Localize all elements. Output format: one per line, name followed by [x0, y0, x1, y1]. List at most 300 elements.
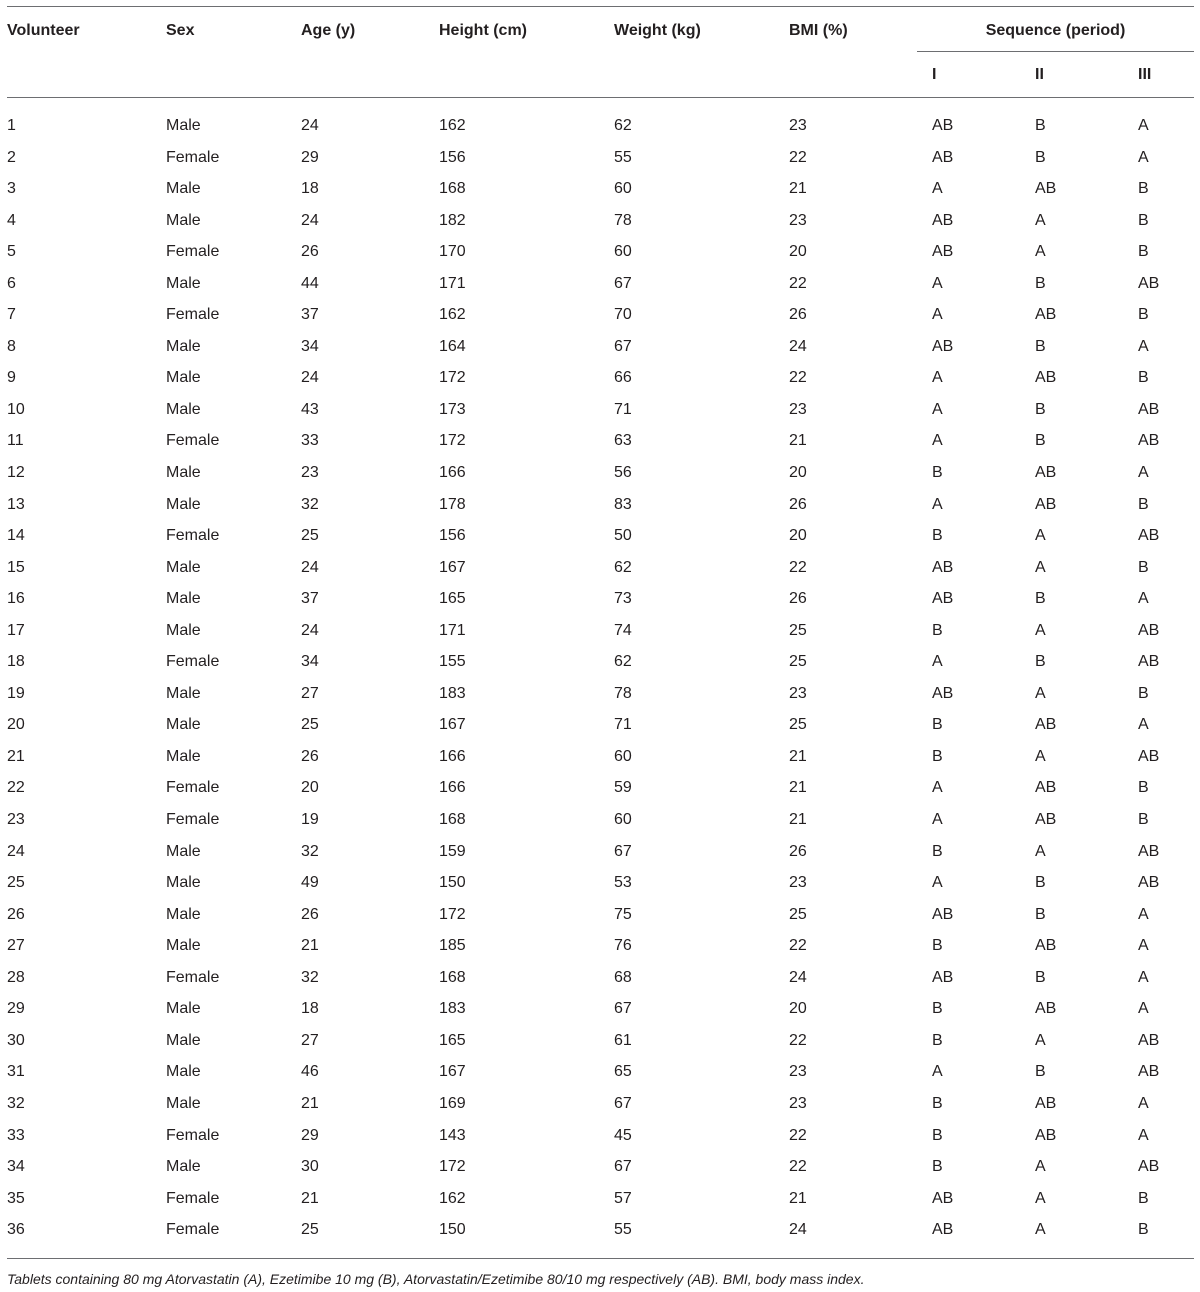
- cell-age: 26: [301, 243, 319, 261]
- cell-bmi: 21: [789, 180, 807, 198]
- cell-period-3: B: [1138, 1221, 1149, 1239]
- cell-age: 24: [301, 211, 319, 229]
- cell-height: 166: [439, 464, 466, 482]
- cell-age: 21: [301, 1189, 319, 1207]
- cell-period-1: AB: [932, 590, 954, 608]
- table-row: [7, 806, 1194, 838]
- cell-age: 20: [301, 779, 319, 797]
- cell-weight: 56: [614, 464, 632, 482]
- cell-volunteer: 31: [7, 1063, 25, 1081]
- cell-age: 46: [301, 1063, 319, 1081]
- cell-bmi: 21: [789, 779, 807, 797]
- cell-sex: Male: [166, 1063, 201, 1081]
- cell-height: 183: [439, 1000, 466, 1018]
- cell-weight: 75: [614, 905, 632, 923]
- cell-age: 18: [301, 1000, 319, 1018]
- cell-volunteer: 32: [7, 1094, 25, 1112]
- cell-period-3: B: [1138, 180, 1149, 198]
- cell-height: 167: [439, 1063, 466, 1081]
- cell-bmi: 22: [789, 937, 807, 955]
- cell-period-1: B: [932, 937, 943, 955]
- cell-age: 29: [301, 148, 319, 166]
- cell-bmi: 23: [789, 1063, 807, 1081]
- cell-volunteer: 19: [7, 684, 25, 702]
- cell-period-2: A: [1035, 684, 1046, 702]
- cell-bmi: 24: [789, 337, 807, 355]
- cell-period-1: A: [932, 400, 943, 418]
- cell-period-2: A: [1035, 1221, 1046, 1239]
- cell-period-1: AB: [932, 684, 954, 702]
- cell-bmi: 23: [789, 874, 807, 892]
- cell-volunteer: 5: [7, 243, 16, 261]
- cell-age: 24: [301, 621, 319, 639]
- cell-sex: Male: [166, 684, 201, 702]
- cell-age: 32: [301, 968, 319, 986]
- cell-weight: 62: [614, 558, 632, 576]
- cell-period-2: B: [1035, 337, 1046, 355]
- cell-sex: Male: [166, 558, 201, 576]
- cell-period-3: B: [1138, 369, 1149, 387]
- cell-volunteer: 30: [7, 1031, 25, 1049]
- cell-sex: Male: [166, 400, 201, 418]
- cell-weight: 45: [614, 1126, 632, 1144]
- cell-period-2: AB: [1035, 464, 1057, 482]
- cell-sex: Female: [166, 968, 220, 986]
- cell-sex: Female: [166, 1189, 220, 1207]
- cell-sex: Male: [166, 274, 201, 292]
- cell-height: 156: [439, 527, 466, 545]
- cell-bmi: 21: [789, 1189, 807, 1207]
- cell-period-2: B: [1035, 117, 1046, 134]
- cell-period-1: AB: [932, 1221, 954, 1239]
- cell-bmi: 22: [789, 1126, 807, 1144]
- cell-period-2: B: [1035, 1063, 1046, 1081]
- cell-height: 143: [439, 1126, 466, 1144]
- cell-period-3: A: [1138, 968, 1149, 986]
- cell-age: 29: [301, 1126, 319, 1144]
- cell-period-3: B: [1138, 558, 1149, 576]
- table-row: [7, 617, 1194, 649]
- cell-period-1: AB: [932, 243, 954, 261]
- cell-period-2: AB: [1035, 1094, 1057, 1112]
- cell-height: 171: [439, 621, 466, 639]
- cell-bmi: 25: [789, 905, 807, 923]
- header-volunteer: Volunteer: [7, 22, 80, 39]
- cell-age: 18: [301, 180, 319, 198]
- cell-period-3: A: [1138, 337, 1149, 355]
- cell-period-3: AB: [1138, 1063, 1160, 1081]
- cell-period-2: A: [1035, 243, 1046, 261]
- cell-volunteer: 23: [7, 811, 25, 829]
- cell-period-3: B: [1138, 306, 1149, 324]
- cell-weight: 62: [614, 653, 632, 671]
- cell-bmi: 22: [789, 1031, 807, 1049]
- cell-weight: 57: [614, 1189, 632, 1207]
- table-row: [7, 491, 1194, 523]
- cell-age: 27: [301, 1031, 319, 1049]
- cell-sex: Male: [166, 464, 201, 482]
- cell-height: 185: [439, 937, 466, 955]
- table-row: [7, 869, 1194, 901]
- cell-period-1: B: [932, 842, 943, 860]
- cell-height: 172: [439, 369, 466, 387]
- header-age: Age (y): [301, 22, 356, 39]
- cell-bmi: 26: [789, 306, 807, 324]
- cell-weight: 66: [614, 369, 632, 387]
- cell-height: 150: [439, 874, 466, 892]
- cell-period-1: B: [932, 527, 943, 545]
- cell-sex: Female: [166, 306, 220, 324]
- cell-period-1: AB: [932, 117, 954, 134]
- cell-sex: Male: [166, 211, 201, 229]
- cell-bmi: 21: [789, 811, 807, 829]
- table-row: [7, 711, 1194, 743]
- cell-sex: Male: [166, 747, 201, 765]
- cell-period-1: AB: [932, 1189, 954, 1207]
- table-row: [7, 964, 1194, 996]
- cell-weight: 55: [614, 1221, 632, 1239]
- cell-period-2: B: [1035, 968, 1046, 986]
- table-row: [7, 333, 1194, 365]
- cell-period-2: AB: [1035, 1126, 1057, 1144]
- header-period-2: II: [1035, 66, 1044, 83]
- header-sequence: Sequence (period): [985, 22, 1126, 39]
- cell-period-1: A: [932, 306, 943, 324]
- cell-sex: Male: [166, 369, 201, 387]
- cell-height: 162: [439, 117, 466, 134]
- cell-weight: 67: [614, 1158, 632, 1176]
- cell-volunteer: 12: [7, 464, 25, 482]
- cell-bmi: 25: [789, 716, 807, 734]
- table-row: [7, 680, 1194, 712]
- cell-period-2: AB: [1035, 716, 1057, 734]
- cell-period-3: A: [1138, 1000, 1149, 1018]
- cell-period-2: A: [1035, 1189, 1046, 1207]
- cell-age: 21: [301, 1094, 319, 1112]
- cell-weight: 73: [614, 590, 632, 608]
- cell-period-1: B: [932, 716, 943, 734]
- cell-period-1: B: [932, 747, 943, 765]
- cell-period-2: A: [1035, 1158, 1046, 1176]
- cell-period-1: AB: [932, 905, 954, 923]
- table-row: [7, 427, 1194, 459]
- cell-height: 167: [439, 558, 466, 576]
- cell-bmi: 20: [789, 243, 807, 261]
- cell-height: 172: [439, 432, 466, 450]
- cell-period-1: A: [932, 1063, 943, 1081]
- cell-period-2: B: [1035, 274, 1046, 292]
- cell-weight: 60: [614, 747, 632, 765]
- cell-period-3: B: [1138, 1189, 1149, 1207]
- table-bottom-rule: [7, 1258, 1194, 1259]
- table-row: [7, 1058, 1194, 1090]
- cell-sex: Female: [166, 527, 220, 545]
- table-row: [7, 743, 1194, 775]
- cell-period-1: A: [932, 274, 943, 292]
- cell-period-3: AB: [1138, 842, 1160, 860]
- cell-volunteer: 36: [7, 1221, 25, 1239]
- cell-period-3: A: [1138, 937, 1149, 955]
- cell-period-2: B: [1035, 653, 1046, 671]
- cell-sex: Male: [166, 842, 201, 860]
- cell-weight: 68: [614, 968, 632, 986]
- cell-period-2: A: [1035, 558, 1046, 576]
- cell-period-2: B: [1035, 874, 1046, 892]
- cell-period-2: AB: [1035, 306, 1057, 324]
- table-row: [7, 932, 1194, 964]
- cell-bmi: 22: [789, 148, 807, 166]
- cell-period-1: A: [932, 811, 943, 829]
- cell-period-3: AB: [1138, 1158, 1160, 1176]
- table-body: [7, 98, 1194, 1258]
- table-row: [7, 459, 1194, 491]
- cell-period-3: A: [1138, 1126, 1149, 1144]
- cell-period-3: B: [1138, 211, 1149, 229]
- cell-age: 19: [301, 811, 319, 829]
- cell-height: 170: [439, 243, 466, 261]
- cell-weight: 62: [614, 117, 632, 134]
- cell-sex: Male: [166, 937, 201, 955]
- header-bmi: BMI (%): [789, 22, 848, 39]
- cell-weight: 60: [614, 811, 632, 829]
- cell-volunteer: 17: [7, 621, 25, 639]
- cell-age: 23: [301, 464, 319, 482]
- cell-weight: 67: [614, 1094, 632, 1112]
- cell-period-3: B: [1138, 811, 1149, 829]
- cell-volunteer: 11: [7, 432, 24, 450]
- cell-period-2: A: [1035, 1031, 1046, 1049]
- cell-height: 159: [439, 842, 466, 860]
- cell-period-2: AB: [1035, 369, 1057, 387]
- cell-bmi: 23: [789, 684, 807, 702]
- cell-weight: 53: [614, 874, 632, 892]
- header-weight: Weight (kg): [614, 22, 701, 39]
- table-row: [7, 270, 1194, 302]
- cell-age: 26: [301, 905, 319, 923]
- cell-sex: Female: [166, 1126, 220, 1144]
- cell-period-1: A: [932, 874, 943, 892]
- cell-volunteer: 2: [7, 148, 16, 166]
- cell-age: 37: [301, 306, 319, 324]
- cell-bmi: 25: [789, 653, 807, 671]
- cell-bmi: 25: [789, 621, 807, 639]
- cell-height: 167: [439, 716, 466, 734]
- table-row: [7, 396, 1194, 428]
- cell-period-3: B: [1138, 684, 1149, 702]
- table-row: [7, 1216, 1194, 1248]
- header-period-1: I: [932, 66, 937, 83]
- cell-period-3: B: [1138, 779, 1149, 797]
- cell-age: 32: [301, 842, 319, 860]
- cell-period-2: AB: [1035, 937, 1057, 955]
- cell-period-2: AB: [1035, 1000, 1057, 1018]
- cell-period-3: B: [1138, 243, 1149, 261]
- cell-sex: Male: [166, 337, 201, 355]
- table-row: [7, 585, 1194, 617]
- cell-weight: 70: [614, 306, 632, 324]
- table-row: [7, 175, 1194, 207]
- cell-period-1: AB: [932, 148, 954, 166]
- cell-volunteer: 24: [7, 842, 25, 860]
- cell-age: 33: [301, 432, 319, 450]
- cell-volunteer: 33: [7, 1126, 25, 1144]
- cell-height: 165: [439, 1031, 466, 1049]
- cell-period-2: A: [1035, 211, 1046, 229]
- cell-age: 27: [301, 684, 319, 702]
- cell-bmi: 24: [789, 1221, 807, 1239]
- cell-period-3: AB: [1138, 274, 1160, 292]
- header-sex: Sex: [166, 22, 195, 39]
- cell-age: 26: [301, 747, 319, 765]
- cell-bmi: 22: [789, 1158, 807, 1176]
- table-row: [7, 1027, 1194, 1059]
- cell-age: 21: [301, 937, 319, 955]
- cell-period-2: A: [1035, 842, 1046, 860]
- cell-weight: 71: [614, 400, 632, 418]
- cell-sex: Male: [166, 1000, 201, 1018]
- cell-volunteer: 27: [7, 937, 25, 955]
- cell-period-3: AB: [1138, 1031, 1160, 1049]
- cell-bmi: 20: [789, 527, 807, 545]
- cell-height: 183: [439, 684, 466, 702]
- table-row: [7, 838, 1194, 870]
- cell-height: 178: [439, 495, 466, 513]
- cell-sex: Female: [166, 148, 220, 166]
- cell-period-3: A: [1138, 905, 1149, 923]
- cell-period-2: B: [1035, 148, 1046, 166]
- cell-height: 168: [439, 811, 466, 829]
- cell-period-3: AB: [1138, 874, 1160, 892]
- table-row: [7, 301, 1194, 333]
- cell-period-2: AB: [1035, 180, 1057, 198]
- cell-sex: Female: [166, 653, 220, 671]
- cell-period-3: AB: [1138, 527, 1160, 545]
- cell-bmi: 21: [789, 432, 807, 450]
- cell-sex: Female: [166, 779, 220, 797]
- cell-weight: 76: [614, 937, 632, 955]
- cell-period-3: B: [1138, 495, 1149, 513]
- cell-period-3: A: [1138, 117, 1149, 134]
- cell-weight: 67: [614, 337, 632, 355]
- table-row: [7, 364, 1194, 396]
- cell-height: 156: [439, 148, 466, 166]
- cell-sex: Male: [166, 1031, 201, 1049]
- cell-bmi: 20: [789, 1000, 807, 1018]
- table-row: [7, 1153, 1194, 1185]
- cell-weight: 61: [614, 1031, 632, 1049]
- cell-period-1: A: [932, 653, 943, 671]
- cell-age: 49: [301, 874, 319, 892]
- cell-volunteer: 10: [7, 400, 25, 418]
- cell-bmi: 23: [789, 117, 807, 134]
- cell-period-3: AB: [1138, 621, 1160, 639]
- cell-height: 162: [439, 1189, 466, 1207]
- table-row: [7, 774, 1194, 806]
- cell-height: 150: [439, 1221, 466, 1239]
- cell-sex: Male: [166, 590, 201, 608]
- cell-bmi: 22: [789, 369, 807, 387]
- cell-bmi: 20: [789, 464, 807, 482]
- table-row: [7, 144, 1194, 176]
- cell-age: 44: [301, 274, 319, 292]
- cell-weight: 67: [614, 274, 632, 292]
- cell-sex: Male: [166, 1158, 201, 1176]
- cell-period-3: A: [1138, 590, 1149, 608]
- cell-period-1: AB: [932, 337, 954, 355]
- cell-sex: Female: [166, 811, 220, 829]
- sequence-rule: [917, 51, 1194, 52]
- cell-height: 162: [439, 306, 466, 324]
- cell-period-1: B: [932, 1094, 943, 1112]
- cell-age: 34: [301, 337, 319, 355]
- cell-weight: 63: [614, 432, 632, 450]
- cell-weight: 74: [614, 621, 632, 639]
- cell-weight: 59: [614, 779, 632, 797]
- cell-age: 25: [301, 1221, 319, 1239]
- cell-age: 25: [301, 716, 319, 734]
- cell-weight: 67: [614, 842, 632, 860]
- table-row: [7, 1185, 1194, 1217]
- header-height: Height (cm): [439, 22, 527, 39]
- cell-height: 171: [439, 274, 466, 292]
- cell-period-2: A: [1035, 527, 1046, 545]
- cell-period-1: AB: [932, 968, 954, 986]
- cell-period-3: AB: [1138, 747, 1160, 765]
- cell-volunteer: 28: [7, 968, 25, 986]
- table-row: [7, 207, 1194, 239]
- table-row: [7, 901, 1194, 933]
- header-period-3: III: [1138, 66, 1152, 83]
- cell-period-1: B: [932, 621, 943, 639]
- cell-volunteer: 25: [7, 874, 25, 892]
- cell-period-1: A: [932, 369, 943, 387]
- cell-period-1: B: [932, 464, 943, 482]
- cell-period-3: A: [1138, 148, 1149, 166]
- cell-volunteer: 8: [7, 337, 16, 355]
- cell-bmi: 26: [789, 495, 807, 513]
- cell-height: 168: [439, 968, 466, 986]
- cell-sex: Male: [166, 905, 201, 923]
- cell-period-1: A: [932, 495, 943, 513]
- cell-period-2: B: [1035, 432, 1046, 450]
- cell-height: 168: [439, 180, 466, 198]
- cell-sex: Male: [166, 716, 201, 734]
- cell-age: 34: [301, 653, 319, 671]
- cell-period-1: B: [932, 1126, 943, 1144]
- cell-sex: Female: [166, 243, 220, 261]
- cell-weight: 71: [614, 716, 632, 734]
- cell-volunteer: 3: [7, 180, 16, 198]
- cell-volunteer: 1: [7, 117, 16, 134]
- cell-age: 32: [301, 495, 319, 513]
- table-row: [7, 1090, 1194, 1122]
- cell-sex: Male: [166, 180, 201, 198]
- cell-period-2: AB: [1035, 495, 1057, 513]
- cell-age: 25: [301, 527, 319, 545]
- cell-period-1: A: [932, 180, 943, 198]
- cell-volunteer: 26: [7, 905, 25, 923]
- cell-bmi: 23: [789, 211, 807, 229]
- cell-period-2: B: [1035, 400, 1046, 418]
- cell-bmi: 22: [789, 274, 807, 292]
- table-row: [7, 554, 1194, 586]
- cell-period-2: AB: [1035, 811, 1057, 829]
- cell-bmi: 23: [789, 400, 807, 418]
- table-row: [7, 995, 1194, 1027]
- cell-sex: Male: [166, 621, 201, 639]
- cell-height: 172: [439, 1158, 466, 1176]
- cell-height: 173: [439, 400, 466, 418]
